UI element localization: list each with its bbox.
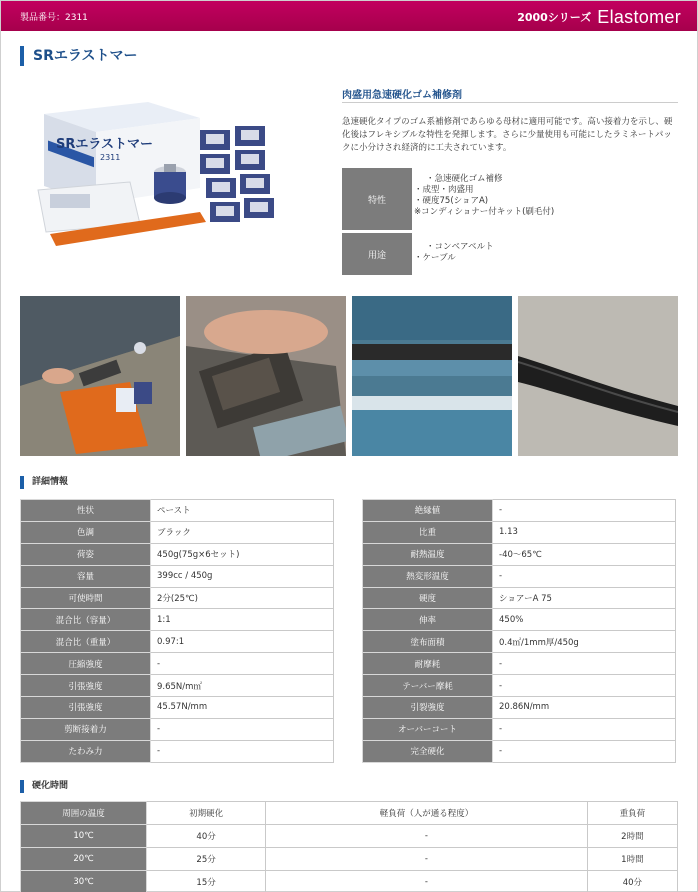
detail-row (363, 587, 676, 609)
product-number: 製品番号：2311 (20, 13, 88, 23)
detail-label: 荷姿 (21, 543, 151, 565)
feature-item: ・成型・肉盛用 (414, 185, 474, 195)
cure-temp: 10℃ (21, 825, 147, 848)
detail-value: - (493, 565, 676, 587)
use-item: ・ケーブル (414, 253, 456, 263)
photo-cable-repair (518, 296, 678, 456)
box-label: SRエラストマー (56, 137, 153, 152)
detail-row (21, 587, 334, 609)
detail-value: 9.65N/m㎡ (151, 675, 334, 697)
detail-label: 混合比（容量） (21, 609, 151, 631)
detail-row (21, 631, 334, 653)
detail-value: ブラック (151, 521, 334, 543)
detail-value: 0.97:1 (151, 631, 334, 653)
cure-temp: 20℃ (21, 848, 147, 871)
detail-value: 1.13 (493, 521, 676, 543)
detail-row (21, 697, 334, 719)
detail-value: - (493, 675, 676, 697)
cure-header-light: 軽負荷（人が通る程度） (266, 802, 588, 825)
photo-hand-application (186, 296, 346, 456)
detail-value: - (151, 718, 334, 740)
detail-label: 熱変形温度 (363, 565, 493, 587)
detail-label: 硬度 (363, 587, 493, 609)
detail-row (363, 675, 676, 697)
product-kit-image (30, 94, 316, 260)
photo-conveyor-repair (20, 296, 180, 456)
detail-value: 0.4㎡/1mm厚/450g (493, 631, 676, 653)
detail-value: 45.57N/mm (151, 697, 334, 719)
detail-row (363, 697, 676, 719)
feature-item: ・硬度75(ショアA) (414, 196, 489, 206)
cure-heavy: 1時間 (587, 848, 677, 871)
detail-label: 引張強度 (21, 697, 151, 719)
series-title (517, 7, 681, 28)
detail-row (363, 521, 676, 543)
detail-value: - (493, 653, 676, 675)
detail-label: オーバーコート (363, 718, 493, 740)
detail-label: 耐摩耗 (363, 653, 493, 675)
cure-header-temp: 周囲の温度 (21, 802, 147, 825)
detail-row (21, 543, 334, 565)
detail-label: たわみ力 (21, 740, 151, 762)
use-item: ・コンベアベルト (426, 242, 494, 252)
detail-row (363, 543, 676, 565)
detail-value: - (151, 740, 334, 762)
detail-value: 450g(75g×6セット) (151, 543, 334, 565)
detail-row (21, 565, 334, 587)
detail-value: - (493, 740, 676, 762)
photo-belt-repair (352, 296, 512, 456)
cure-row (21, 825, 678, 848)
cure-heavy: 2時間 (587, 825, 677, 848)
detail-row (21, 500, 334, 522)
detail-label: 可使時間 (21, 587, 151, 609)
details-table-left (20, 499, 334, 763)
detail-row (21, 740, 334, 762)
spec-table (342, 168, 678, 278)
uses-value (412, 233, 678, 275)
detail-label: 塗布面積 (363, 631, 493, 653)
detail-row (21, 609, 334, 631)
series-jp: 2000シリーズ (517, 11, 592, 24)
detail-label: 耐熱温度 (363, 543, 493, 565)
detail-row (21, 521, 334, 543)
cure-row (21, 871, 678, 892)
overview-subtitle: 肉盛用急速硬化ゴム補修剤 (342, 90, 462, 101)
detail-value: ショアーA 75 (493, 587, 676, 609)
detail-value: 2分(25℃) (151, 587, 334, 609)
feature-item: ・急速硬化ゴム補修 (426, 174, 503, 184)
detail-label: 比重 (363, 521, 493, 543)
detail-label: 混合比（重量） (21, 631, 151, 653)
cure-light: - (266, 871, 588, 892)
detail-value: - (151, 653, 334, 675)
features-row (342, 168, 678, 230)
detail-row (363, 609, 676, 631)
page-title: SRエラストマー (20, 46, 137, 66)
cure-time-table (20, 801, 678, 892)
detail-row (21, 675, 334, 697)
cure-initial: 15分 (147, 871, 266, 892)
detail-label: 容量 (21, 565, 151, 587)
cure-header-initial: 初期硬化 (147, 802, 266, 825)
detail-label: 完全硬化 (363, 740, 493, 762)
series-en: Elastomer (597, 7, 681, 27)
detail-label: テーバー摩耗 (363, 675, 493, 697)
uses-row (342, 233, 678, 275)
detail-label: 引張強度 (21, 675, 151, 697)
detail-row (363, 565, 676, 587)
cure-light: - (266, 825, 588, 848)
cure-light: - (266, 848, 588, 871)
detail-row (363, 653, 676, 675)
cure-heavy: 40分 (587, 871, 677, 892)
detail-label: 圧縮強度 (21, 653, 151, 675)
cure-initial: 25分 (147, 848, 266, 871)
detail-label: 引裂強度 (363, 697, 493, 719)
cure-temp: 30℃ (21, 871, 147, 892)
detail-row (363, 718, 676, 740)
detail-value: 399cc / 450g (151, 565, 334, 587)
detail-label: 性状 (21, 500, 151, 522)
detail-row (363, 500, 676, 522)
detail-value: -40～65℃ (493, 543, 676, 565)
detail-value: - (493, 718, 676, 740)
uses-label: 用途 (342, 233, 412, 275)
detail-value: - (493, 500, 676, 522)
box-number: 2311 (100, 153, 121, 162)
detail-label: 剪断接着力 (21, 718, 151, 740)
details-heading: 詳細情報 (20, 476, 68, 489)
cure-header-heavy: 重負荷 (587, 802, 677, 825)
features-label: 特性 (342, 168, 412, 230)
detail-row (363, 740, 676, 762)
cure-heading: 硬化時間 (20, 780, 68, 793)
divider (342, 102, 678, 103)
cure-row (21, 848, 678, 871)
detail-label: 絶縁値 (363, 500, 493, 522)
detail-value: ペースト (151, 500, 334, 522)
details-table-right (362, 499, 676, 763)
detail-value: 450% (493, 609, 676, 631)
detail-label: 色調 (21, 521, 151, 543)
cure-initial: 40分 (147, 825, 266, 848)
detail-row (363, 631, 676, 653)
detail-row (21, 718, 334, 740)
detail-value: 20.86N/mm (493, 697, 676, 719)
features-value (412, 168, 678, 230)
overview-description: 急速硬化タイプのゴム系補修剤であらゆる母材に適用可能です。高い接着力を示し、硬化後はフレキシブルな特性を発揮します。さらに少量使用も可能にしたラミネートパックに小分けされ経済的に工夫されています。 (342, 117, 673, 153)
cure-header-row (21, 802, 678, 825)
header-bar (1, 1, 697, 31)
detail-row (21, 653, 334, 675)
detail-label: 伸率 (363, 609, 493, 631)
detail-value: 1:1 (151, 609, 334, 631)
feature-item: ※コンディショナー付キット(刷毛付) (414, 207, 555, 217)
